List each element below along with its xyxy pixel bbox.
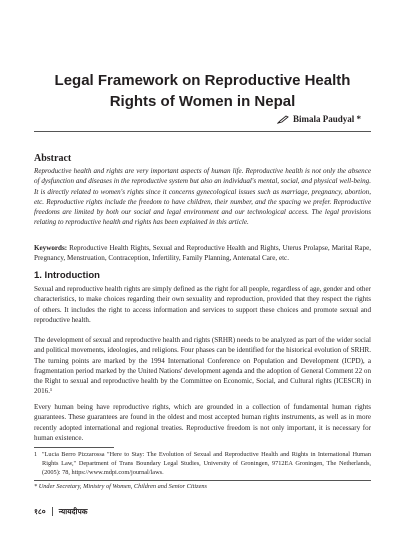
author-name: Bimala Paudyal *: [292, 114, 361, 124]
footnote-number: 1: [34, 451, 38, 458]
page-footer: [34, 507, 88, 517]
keywords: [34, 243, 371, 264]
abstract-text: Reproductive health and rights are very important aspects of human life. Reproductive health is not only the absence of dysfunction and diseases in the reproductive system but also an individual's mental, social, and physical well-being. It is directly related to women's rights since it concerns gynecological issues such as marriage, pregnancy, abortion, etc. Reproductive rights include the freedom to have children, their number, and the spacing we prefer. Reproductive freedoms are limited by both our social and legal environment and our technological access. The legal provisions relating to reproductive health and rights has been explained in this article.: [34, 167, 371, 227]
intro-paragraph-2: The development of sexual and reproductive health and rights (SRHR) needs to be analyzed as part of the wider social and political movements, ideologies, and religions. Four phases can be identified for the historical evolution of SRHR. The turning points are marked by the 1994 International Conference on Population and Development (ICPD), a fragmentation period marked by the United Nations' development agenda and the adoption of General Comment 22 on the Right to sexual and reproductive health by the Committee on Economic, Social, and Cultural rights (ICESCR) in 2016.¹: [34, 336, 371, 396]
author-note-divider: [34, 480, 371, 481]
author-line: [277, 114, 361, 124]
page-number: १८०: [34, 507, 46, 516]
keywords-label: Keywords:: [34, 244, 68, 252]
author-affiliation-note: * Under Secretary, Ministry of Women, Children and Senior Citizens: [34, 483, 207, 490]
footnote: [34, 451, 371, 477]
intro-paragraph-3: Every human being have reproductive rights, which are grounded in a collection of fundamental human rights guarantees. These guarantees are found in the oldest and most accepted human rights instruments, as well as in more recently adopted international and regional treaties. Reproductive freedom is not only important, it is necessary for human existence.: [34, 403, 371, 442]
section-heading-introduction: 1. Introduction: [34, 270, 100, 281]
abstract-heading: Abstract: [34, 153, 72, 164]
footnote-text: "Lucia Berro Pizzarossa "Here to Stay: The Evolution of Sexual and Reproductive Health and Rights in International Human Rights Law," Department of Trans Boundary Legal Studies, University of Groningen, 9712EA Groningen, The Netherlands, (2005): 78, https://www.mdpi.com/journal/laws.: [42, 451, 371, 476]
pen-icon: [277, 115, 289, 124]
article-title: Legal Framework on Reproductive Health Rights of Women in Nepal: [54, 72, 351, 110]
keywords-text: Reproductive Health Rights, Sexual and Reproductive Health and Rights, Uterus Prolapse, Marital Rape, Pregnancy, Menstruation, Contraception, Infertility, Family Planning, Antenatal Care, etc.: [34, 244, 371, 263]
footer-separator: [52, 507, 53, 516]
journal-name: न्यायदीपक: [58, 507, 88, 516]
intro-paragraph-1: Sexual and reproductive health rights are simply defined as the right for all people, regardless of age, gender and other characteristics, to make choices regarding their own sexuality and reproduction, provided that they respect the rights of others. It includes the right to access information and services to support these choices and promote sexual and reproductive health.: [34, 285, 371, 324]
header-divider: [34, 131, 371, 132]
footnote-divider: [34, 447, 114, 448]
